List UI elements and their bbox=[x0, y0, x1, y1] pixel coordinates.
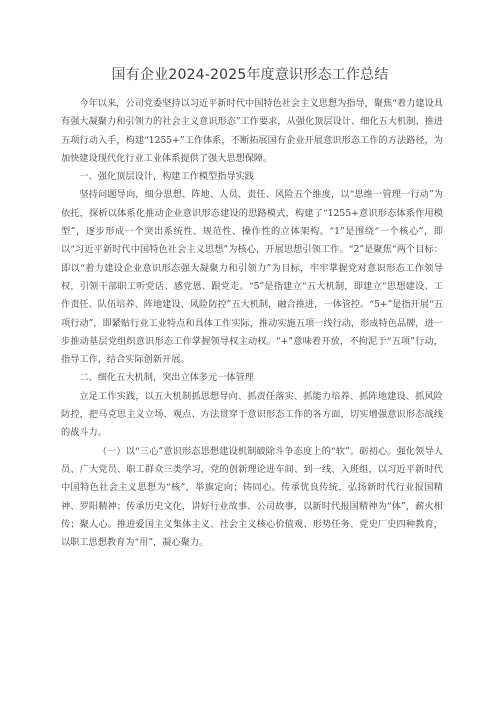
intro-paragraph: 今年以来，公司党委坚持以习近平新时代中国特色社会主义思想为指导，聚焦“着力建设具有强大凝聚力和引领力的社会主义意识形态”工作要求，从强化顶层设计、细化五大机制、推进五项行动入手，构建“1255+”工作体系，不断拓展国有企业开展意识形态工作的方法路径，为加快建设现代化行业工业体系提供了强大思想保障。 bbox=[61, 98, 443, 164]
section-2-paragraph: 立足工作实践，以五大机制抓思想导向、抓责任落实、抓能力培养、抓阵地建设、抓风险防控，把马克思主义立场、观点、方法贯穿于意识形态工作的各方面，切实增强意识形态战线的战斗力。 bbox=[61, 390, 443, 439]
document-body bbox=[61, 95, 443, 552]
section-heading-1: 一、强化顶层设计，构建工作模型指导实践 bbox=[79, 171, 254, 183]
section-heading-2: 二、细化五大机制，突出立体多元一体管理 bbox=[79, 372, 254, 384]
document-title: 国有企业2024-2025年度意识形态工作总结 bbox=[111, 67, 389, 83]
section-1-paragraph: 坚持问题导向，细分思想、阵地、人员、责任、风险五个维度，以“思维一管理一行动”为依托，探析以体系化推动企业意识形态建设的思路模式，构建了“1255+意识形态体系作用模型”，逐步形成一个突出系统性、规范性、操作性的立体架构。“1”是围绕“一个核心”，即以“习近平新时代中国特色社会主义思想”为核心，开展思想引领工作。“2”是聚焦“两个目标：即以“着力建设企业意识形态强大凝聚力和引领力”为目标，牢牢掌握党对意识形态工作领导权，引领干部职工听党话、感党恩、跟党走。“5”是指建立“五大机制，即建立“思想建设、工作责任、队伍培养、阵地建设、风险防控”五大机制，融合推进，一体管控。“5+”是指开展“五项行动”，即紧贴行业工业特点和具体工作实际，推动实施五项一线行动，形成特色品牌，进一步推动基层党组织意识形态工作掌握领导权主动权。“+”意味着开放，不拘泥于“五项”行动，指导工作，结合实际创新开展。 bbox=[61, 189, 443, 366]
subsection-1-paragraph: （一）以“三心”意识形态思想建设机制破除斗争态度上的“软”。砺初心。强化领导人员、广大党员、职工群众三类学习，党的创新理论进车间、到一线、入班组，以习近平新时代中国特色社会主义思想为“核”，举旗定向；铸同心。传承优良传统，弘扬新时代行业报国精神、罗阳精神；传承历史文化，讲好行业故事、公司故事，以新时代报国精神为“体”，薪火相传；聚人心。推进爱国主义集体主义、社会主义核心价值观、形势任务、党史厂史四种教育，以职工思想教育为“用”，凝心聚力。 bbox=[61, 445, 443, 549]
